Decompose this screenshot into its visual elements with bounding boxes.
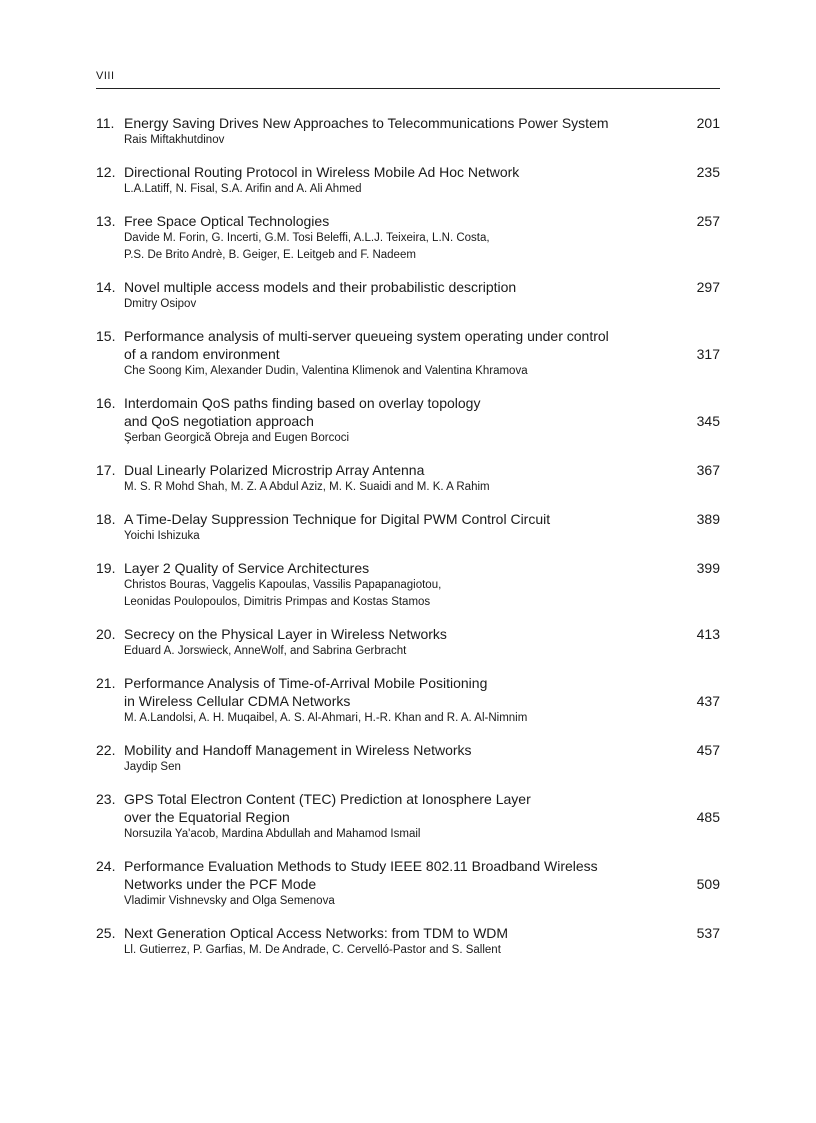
chapter-title: Secrecy on the Physical Layer in Wireless Networks [124,626,447,642]
chapter-title: Performance analysis of multi-server queueing system operating under control [124,328,609,344]
page-number: 437 [696,693,720,709]
chapter-title: Next Generation Optical Access Networks: from TDM to WDM [124,925,509,941]
toc-entry[interactable] [96,212,720,264]
header-divider [96,88,720,89]
chapter-authors: L.A.Latiff, N. Fisal, S.A. Arifin and A. Ali Ahmed [124,183,362,195]
chapter-title: over the Equatorial Region [124,809,290,825]
chapter-authors: Davide M. Forin, G. Incerti, G.M. Tosi Beleffi, A.L.J. Teixeira, L.N. Costa, [124,232,490,244]
chapter-authors: Yoichi Ishizuka [124,530,200,542]
page-number: 457 [696,742,720,758]
page-number: 297 [696,279,720,295]
chapter-title: of a random environment [124,346,280,362]
toc-entry[interactable] [96,327,720,380]
chapter-title: Mobility and Handoff Management in Wireless Networks [124,742,472,758]
chapter-authors: Leonidas Poulopoulos, Dimitris Primpas and Kostas Stamos [124,596,431,608]
chapter-number: 21. [96,675,116,691]
chapter-number: 15. [96,328,116,344]
chapter-authors: P.S. De Brito Andrè, B. Geiger, E. Leitgeb and F. Nadeem [124,249,416,261]
chapter-authors: M. S. R Mohd Shah, M. Z. A Abdul Aziz, M. K. Suaidi and M. K. A Rahim [124,481,490,493]
chapter-authors: Rais Miftakhutdinov [124,134,225,146]
chapter-authors: Jaydip Sen [124,761,181,773]
page-number-roman: VIII [96,70,115,82]
chapter-number: 12. [96,164,116,180]
toc-entry[interactable] [96,163,720,198]
chapter-authors: Şerban Georgică Obreja and Eugen Borcoci [124,432,350,444]
chapter-authors: Ll. Gutierrez, P. Garfias, M. De Andrade, C. Cervelló-Pastor and S. Sallent [124,944,501,956]
toc-entry[interactable] [96,394,720,447]
page-number: 201 [696,115,720,131]
toc-entry[interactable] [96,857,720,910]
chapter-authors: Christos Bouras, Vaggelis Kapoulas, Vassilis Papapanagiotou, [124,579,442,591]
toc-entry[interactable] [96,924,720,959]
page-number: 485 [696,809,720,825]
page-number: 399 [696,560,720,576]
chapter-title: Novel multiple access models and their probabilistic description [124,279,517,295]
chapter-authors: Che Soong Kim, Alexander Dudin, Valentina Klimenok and Valentina Khramova [124,365,528,377]
page-number: 257 [696,213,720,229]
table-of-contents [96,114,720,973]
page-number: 413 [696,626,720,642]
chapter-title: Directional Routing Protocol in Wireless Mobile Ad Hoc Network [124,164,520,180]
chapter-title: A Time-Delay Suppression Technique for Digital PWM Control Circuit [124,511,551,527]
chapter-title: Performance Evaluation Methods to Study IEEE 802.11 Broadband Wireless [124,858,598,874]
chapter-number: 24. [96,858,116,874]
chapter-number: 17. [96,462,116,478]
chapter-authors: M. A.Landolsi, A. H. Muqaibel, A. S. Al-Ahmari, H.-R. Khan and R. A. Al-Nimnim [124,712,528,724]
toc-entry[interactable] [96,625,720,660]
chapter-number: 22. [96,742,116,758]
page-number: 389 [696,511,720,527]
page-number: 509 [696,876,720,892]
page-number: 537 [696,925,720,941]
toc-entry[interactable] [96,510,720,545]
page-header [96,70,720,89]
chapter-title: and QoS negotiation approach [124,413,314,429]
chapter-number: 19. [96,560,116,576]
toc-entry[interactable] [96,461,720,496]
page-number: 235 [696,164,720,180]
chapter-title: Dual Linearly Polarized Microstrip Array Antenna [124,462,425,478]
chapter-number: 16. [96,395,116,411]
toc-entry[interactable] [96,790,720,843]
chapter-title: Interdomain QoS paths finding based on overlay topology [124,395,481,411]
chapter-title: Free Space Optical Technologies [124,213,330,229]
toc-entry[interactable] [96,114,720,149]
chapter-number: 23. [96,791,116,807]
chapter-number: 25. [96,925,116,941]
toc-entry[interactable] [96,741,720,776]
chapter-title: Energy Saving Drives New Approaches to Telecommunications Power System [124,115,609,131]
chapter-authors: Eduard A. Jorswieck, AnneWolf, and Sabrina Gerbracht [124,645,407,657]
chapter-title: Performance Analysis of Time-of-Arrival Mobile Positioning [124,675,488,691]
chapter-number: 18. [96,511,116,527]
page-number: 345 [696,413,720,429]
chapter-authors: Norsuzila Ya'acob, Mardina Abdullah and Mahamod Ismail [124,828,421,840]
chapter-authors: Dmitry Osipov [124,298,197,310]
chapter-number: 20. [96,626,116,642]
chapter-number: 14. [96,279,116,295]
page-number: 317 [696,346,720,362]
chapter-title: Layer 2 Quality of Service Architectures [124,560,370,576]
toc-entry[interactable] [96,559,720,611]
chapter-number: 11. [96,115,115,131]
chapter-title: GPS Total Electron Content (TEC) Prediction at Ionosphere Layer [124,791,531,807]
chapter-title: Networks under the PCF Mode [124,876,317,892]
toc-entry[interactable] [96,278,720,313]
chapter-number: 13. [96,213,116,229]
chapter-title: in Wireless Cellular CDMA Networks [124,693,351,709]
page-number: 367 [696,462,720,478]
toc-entry[interactable] [96,674,720,727]
chapter-authors: Vladimir Vishnevsky and Olga Semenova [124,895,335,907]
